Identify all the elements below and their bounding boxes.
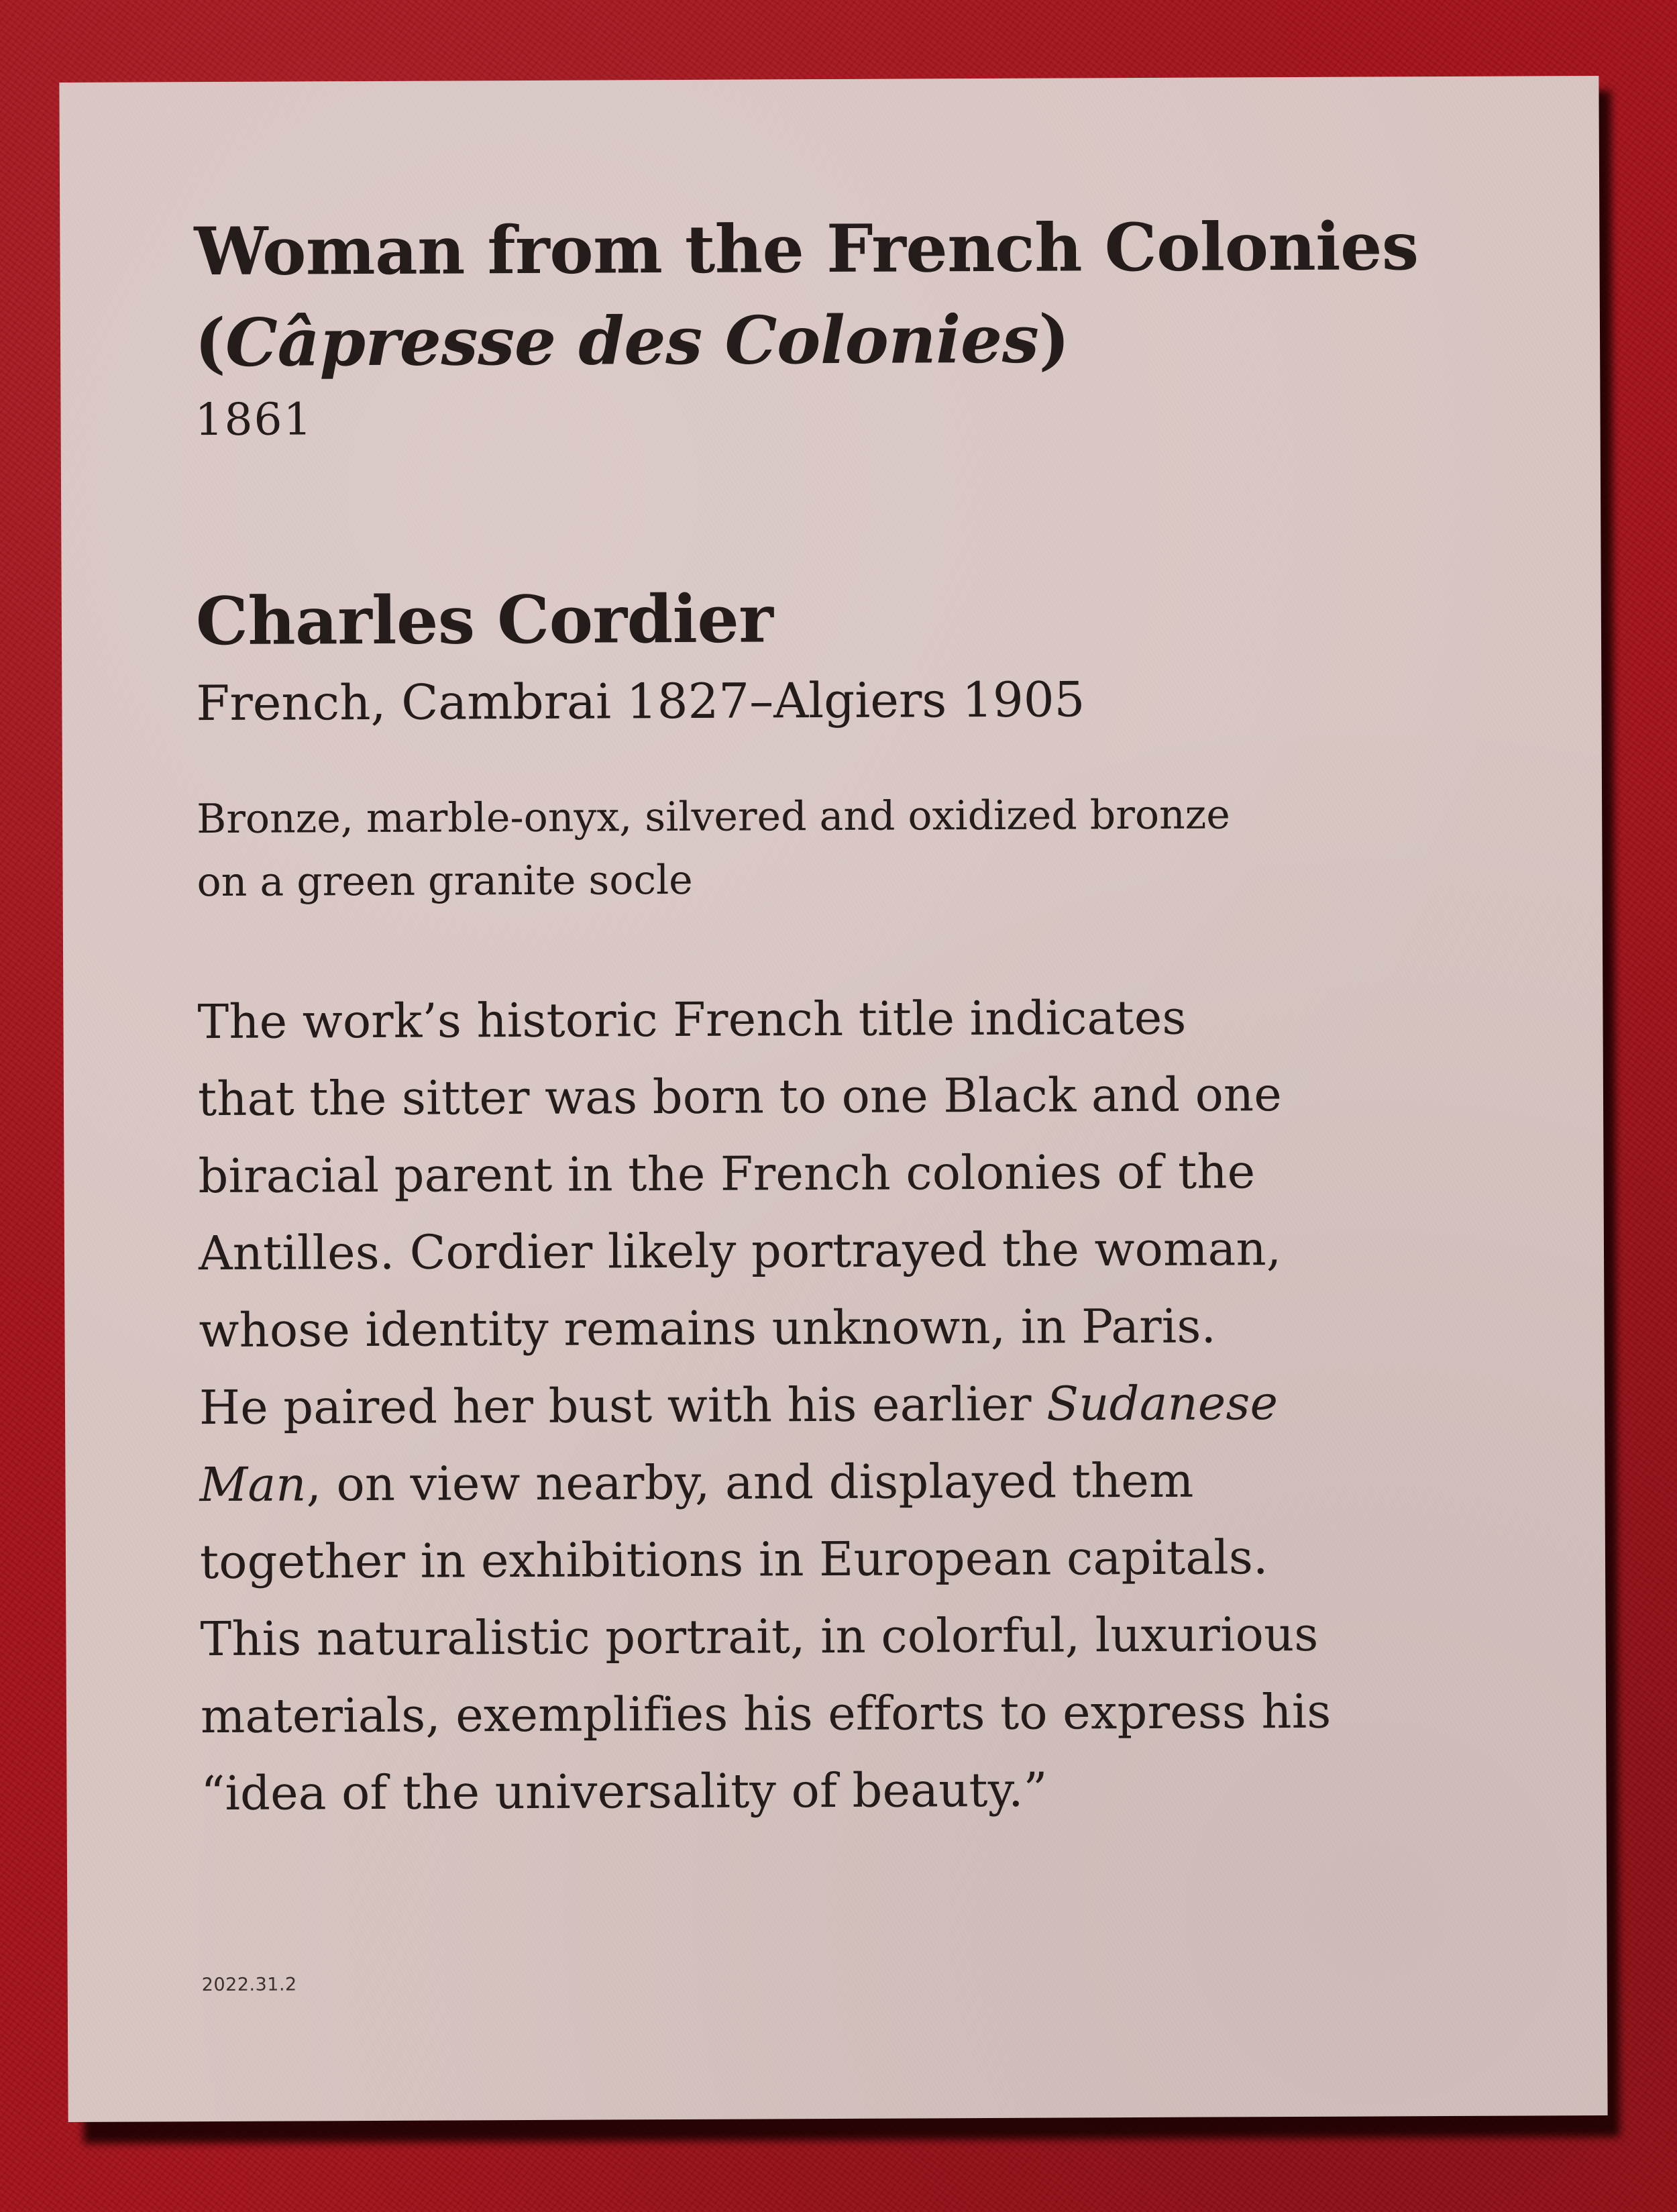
description-line: “idea of the universality of beauty.” bbox=[201, 1762, 1048, 1822]
artwork-medium bbox=[197, 783, 1230, 914]
museum-label-card bbox=[59, 76, 1607, 2122]
description-text: He paired her bust with his earlier bbox=[199, 1376, 1047, 1436]
description-line: This naturalistic portrait, in colorful, luxurious bbox=[200, 1606, 1319, 1667]
artist-block bbox=[196, 574, 1085, 734]
description-line: biracial parent in the French colonies of the bbox=[198, 1144, 1256, 1204]
description-line: that the sitter was born to one Black and one bbox=[197, 1067, 1283, 1127]
accession-number: 2022.31.2 bbox=[201, 1974, 297, 1996]
description-line: together in exhibitions in European capitals. bbox=[199, 1530, 1268, 1590]
artwork-title-french: Câpresse des Colonies bbox=[225, 301, 1039, 382]
description-line: Antilles. Cordier likely portrayed the woman, bbox=[198, 1221, 1282, 1281]
description-text: , on view nearby, and displayed them bbox=[306, 1453, 1194, 1512]
artwork-title-block bbox=[194, 201, 1419, 447]
description-line bbox=[199, 1442, 1330, 1524]
artwork-title-line-1 bbox=[194, 201, 1419, 298]
artwork-description bbox=[197, 979, 1332, 1832]
artwork-title-english: Woman from the French Colonies bbox=[194, 208, 1419, 291]
description-line: The work’s historic French title indicates bbox=[197, 990, 1187, 1050]
description-line: whose identity remains unknown, in Paris. bbox=[199, 1298, 1217, 1359]
artist-name: Charles Cordier bbox=[195, 580, 773, 661]
title-paren-close: ) bbox=[1038, 301, 1070, 378]
medium-line: on a green granite socle bbox=[197, 856, 693, 906]
title-paren-open: ( bbox=[194, 304, 226, 382]
description-line bbox=[199, 1365, 1330, 1446]
artwork-title-line-2 bbox=[195, 293, 1419, 389]
artist-nationality-dates: French, Cambrai 1827–Algiers 1905 bbox=[196, 671, 1085, 732]
artwork-date: 1861 bbox=[195, 393, 313, 446]
description-italic-title: Sudanese bbox=[1046, 1375, 1279, 1432]
medium-line: Bronze, marble-onyx, silvered and oxidized bronze bbox=[197, 791, 1230, 843]
description-italic-title: Man bbox=[199, 1457, 307, 1513]
description-line: materials, exemplifies his efforts to express his bbox=[200, 1683, 1332, 1744]
